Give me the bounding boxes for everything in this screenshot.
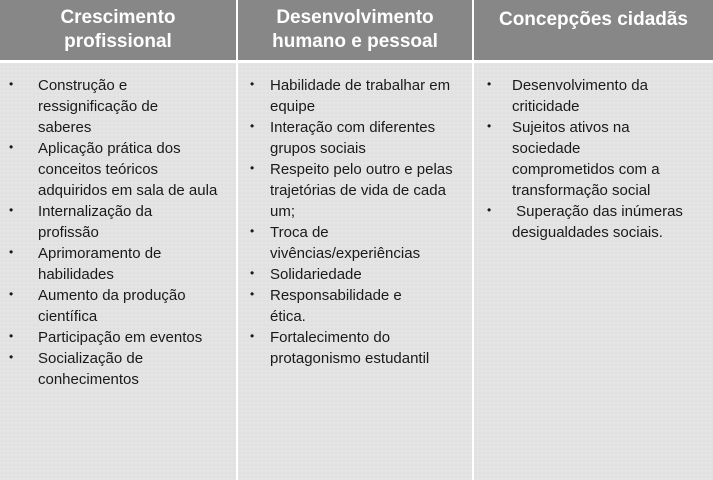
- list-item: • Troca de vivências/experiências: [250, 224, 421, 262]
- bullet-list: [474, 75, 713, 243]
- bullet-list: [0, 75, 236, 390]
- bullet-list: [238, 75, 472, 369]
- bullet-icon: •: [250, 119, 255, 133]
- bullet-icon: •: [487, 119, 492, 133]
- column-header-concepcoes: [474, 0, 713, 63]
- list-item: • Superação das inúmeras desigualdades sociais.: [487, 203, 688, 241]
- list-item: • Aplicação prática dos conceitos teóricos adquiridos em sala de aula: [9, 140, 218, 199]
- bullet-icon: •: [9, 350, 14, 364]
- list-item: • Participação em eventos: [9, 329, 203, 346]
- list-item: • Internalização da profissão: [9, 203, 153, 241]
- bullet-icon: •: [9, 140, 14, 154]
- column-body-desenvolvimento: [238, 63, 474, 480]
- bullet-icon: •: [250, 266, 255, 280]
- list-item: • Solidariedade: [250, 266, 362, 283]
- bullet-icon: •: [250, 77, 255, 91]
- bullet-icon: •: [250, 287, 255, 301]
- list-item: • Habilidade de trabalhar em equipe: [250, 77, 451, 115]
- list-item: • Interação com diferentes grupos sociais: [250, 119, 436, 157]
- list-item: • Fortalecimento do protagonismo estudantil: [250, 329, 430, 367]
- bullet-icon: •: [487, 203, 492, 217]
- bullet-icon: •: [9, 77, 14, 91]
- column-header-crescimento: [0, 0, 238, 63]
- bullet-icon: •: [250, 224, 255, 238]
- column-header-label: Concepções cidadãs: [498, 9, 689, 30]
- column-header-desenvolvimento: [238, 0, 474, 63]
- list-item: • Sujeitos ativos na sociedade comprometidos com a transformação social: [487, 119, 660, 199]
- bullet-icon: •: [487, 77, 492, 91]
- list-item: • Socialização de conhecimentos: [9, 350, 144, 388]
- column-header-label: Desenvolvimento humano e pessoal: [272, 7, 438, 52]
- list-item: • Aprimoramento de habilidades: [9, 245, 162, 283]
- bullet-icon: •: [250, 329, 255, 343]
- list-item: • Responsabilidade e ética.: [250, 287, 402, 325]
- column-header-label: Crescimento profissional: [60, 7, 176, 52]
- bullet-icon: •: [9, 245, 14, 259]
- bullet-icon: •: [9, 287, 14, 301]
- column-body-concepcoes: [474, 63, 713, 480]
- column-body-crescimento: [0, 63, 238, 480]
- bullet-icon: •: [9, 203, 14, 217]
- bullet-icon: •: [9, 329, 14, 343]
- list-item: • Construção e ressignificação de saberes: [9, 77, 159, 136]
- list-item: • Desenvolvimento da criticidade: [487, 77, 648, 115]
- list-item: • Aumento da produção científica: [9, 287, 186, 325]
- bullet-icon: •: [250, 161, 255, 175]
- list-item: • Respeito pelo outro e pelas trajetórias de vida de cada um;: [250, 161, 453, 220]
